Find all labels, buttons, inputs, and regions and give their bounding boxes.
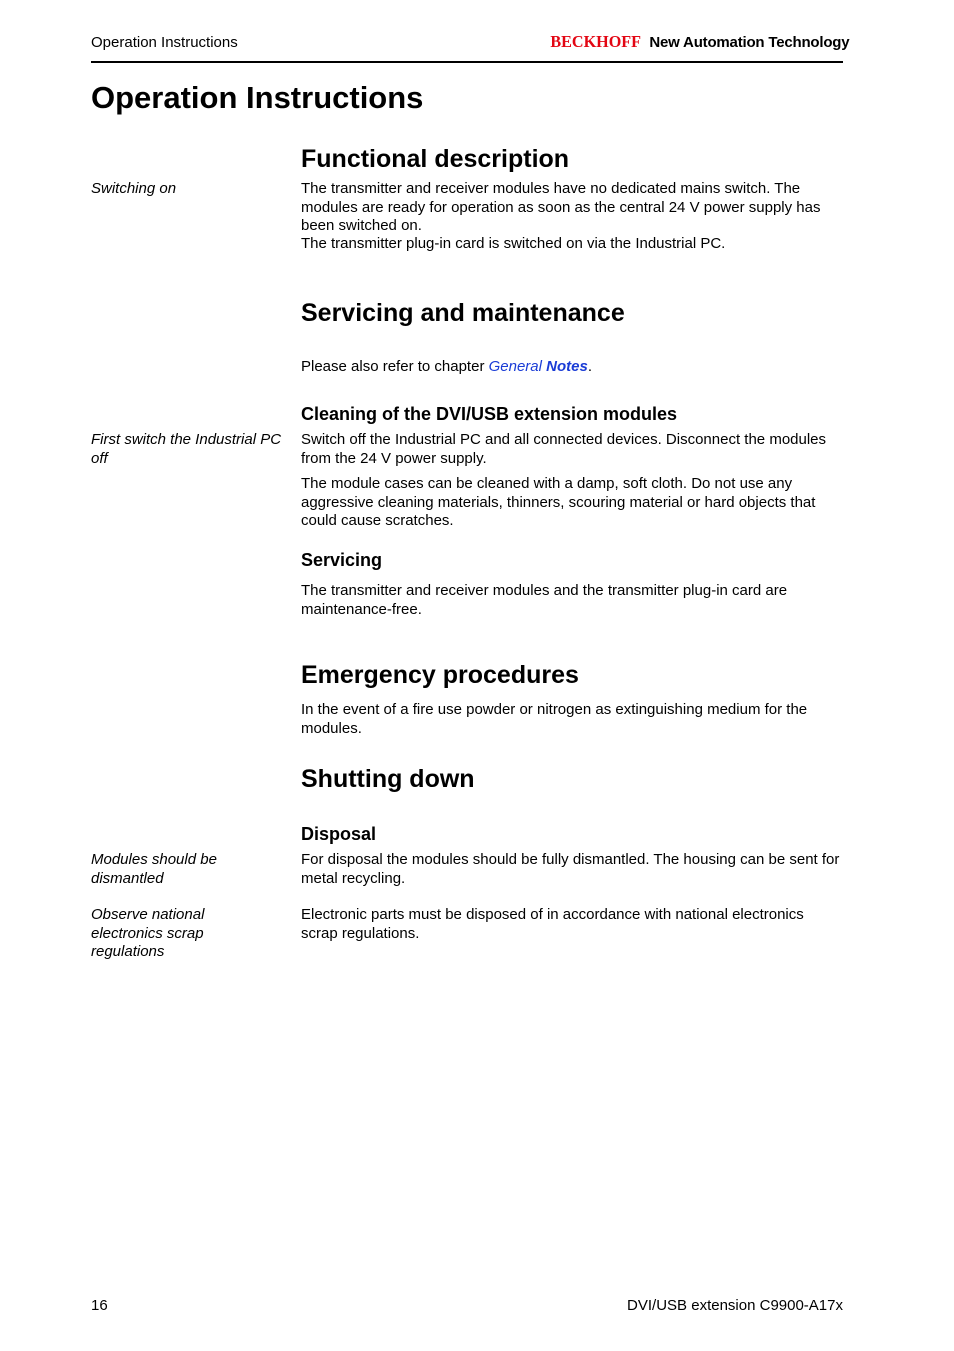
servicing-para: The transmitter and receiver modules and the transmitter plug-in card are maintenance-free. [301,582,788,618]
link-general-text: General [488,358,542,375]
functional-para-2: The transmitter plug-in card is switched on via the Industrial PC. [301,235,726,252]
emergency-para: In the event of a fire use powder or nitrogen as extinguishing medium for the modules. [301,701,808,737]
logo-brand: BECKHOFF [550,32,642,51]
dismantle-label: Modules should be dismantled [91,851,217,887]
header-section-title: Operation Instructions [91,34,238,51]
page-title: Operation Instructions [91,80,424,115]
servicing-maintenance-heading: Servicing and maintenance [301,299,625,327]
disposal-para-2: Electronic parts must be disposed of in accordance with national electronics scrap regulations. [301,906,804,942]
refer-prefix: Please also refer to chapter [301,358,485,375]
footer-doc-title: DVI/USB extension C9900-A17x [627,1297,843,1314]
refer-suffix: . [587,358,593,375]
beckhoff-logo [548,32,849,52]
functional-description-heading: Functional description [301,145,570,173]
logo-tagline: New Automation Technology [649,34,850,51]
general-notes-link[interactable] [489,358,588,375]
disposal-para-1: For disposal the modules should be fully dismantled. The housing can be sent for metal recycling. [301,851,840,887]
switch-off-pc-label: First switch the Industrial PC off [91,431,282,467]
functional-para-1: The transmitter and receiver modules have no dedicated mains switch. The modules are ready for operation as soon as the central 24 V power supply has been switched on. [301,180,821,234]
emergency-procedures-heading: Emergency procedures [301,661,579,689]
cleaning-heading: Cleaning of the DVI/USB extension modules [301,404,678,424]
cleaning-para-2: The module cases can be cleaned with a damp, soft cloth. Do not use any aggressive cleaning materials, thinners, scouring material or hard objects that could cause scratches. [301,475,816,529]
header-divider [91,61,843,63]
scrap-regulations-label: Observe national electronics scrap regulations [91,906,205,960]
switching-on-label: Switching on [91,180,177,197]
page-number: 16 [91,1297,108,1314]
refer-chapter-text [301,358,843,377]
disposal-heading: Disposal [301,824,377,844]
cleaning-para-1: Switch off the Industrial PC and all connected devices. Disconnect the modules from the 24 V power supply. [301,431,827,467]
link-notes-text: Notes [546,358,588,375]
shutting-down-heading: Shutting down [301,765,475,793]
servicing-heading: Servicing [301,550,383,570]
